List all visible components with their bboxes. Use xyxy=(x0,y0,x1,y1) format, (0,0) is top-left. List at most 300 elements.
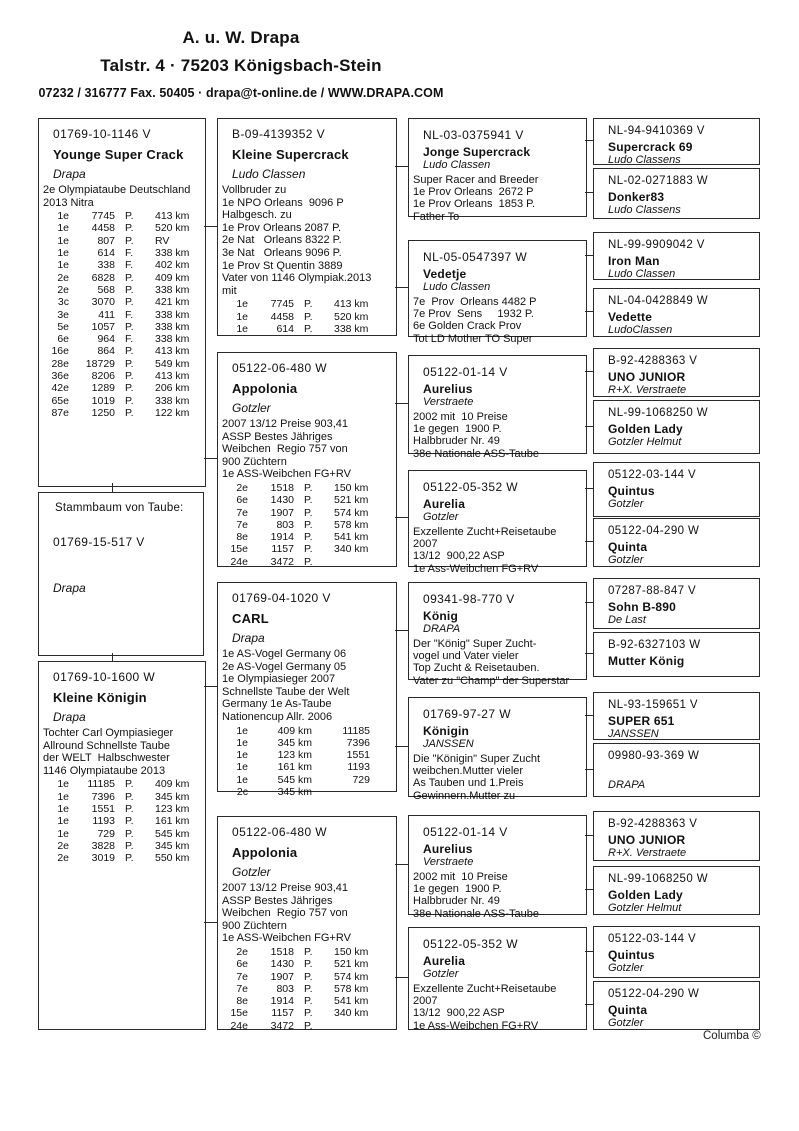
perf-cell: 1e xyxy=(57,259,69,272)
info-line: Top Zucht & Reisetauben. xyxy=(413,662,540,675)
perf-cell: 1019 xyxy=(91,394,115,407)
pedigree-box-great-grandparent xyxy=(408,815,587,920)
pigeon-name: Iron Man xyxy=(608,254,660,268)
perf-cell: 1250 xyxy=(91,406,115,419)
pedigree-box-gg-grandparent xyxy=(593,288,760,337)
performance-row xyxy=(222,946,396,958)
performance-row xyxy=(43,803,205,815)
connector-line xyxy=(395,517,408,518)
info-lines xyxy=(413,174,586,223)
perf-cell: 7745 xyxy=(91,210,115,223)
info-line: 38e Nationale ASS-Taube xyxy=(413,447,539,460)
perf-cell: 7396 xyxy=(346,736,370,749)
ring-number: 05122-06-480 W xyxy=(232,825,327,839)
info-line: 1e AS-Vogel Germany 06 xyxy=(222,648,347,660)
pigeon-name: Vedette xyxy=(608,310,653,324)
performance-row xyxy=(43,358,205,370)
performance-row xyxy=(222,298,396,310)
perf-cell: 7396 xyxy=(91,790,115,803)
letterhead xyxy=(0,28,482,100)
ring-number: 05122-01-14 V xyxy=(423,365,508,379)
ring-number: NL-04-0428849 W xyxy=(608,295,708,307)
info-line: 1e ASS-Weibchen FG+RV xyxy=(222,468,351,481)
info-lines xyxy=(413,638,586,687)
info-line: 13/12 900,22 ASP xyxy=(413,550,505,563)
pedigree-box-great-grandparent xyxy=(408,470,587,575)
info-line: 1e Prov Orleans 2672 P xyxy=(413,186,534,199)
info-line: 1e Prov St Quentin 3889 xyxy=(222,259,343,272)
connector-line xyxy=(585,255,593,256)
info-lines xyxy=(43,184,205,209)
strain-name: Verstraete xyxy=(423,856,474,868)
performance-row xyxy=(43,407,205,419)
perf-cell: 1914 xyxy=(270,995,294,1008)
perf-cell: P. xyxy=(304,298,313,311)
perf-cell: F. xyxy=(125,259,134,272)
performance-row xyxy=(222,543,396,555)
perf-cell: 807 xyxy=(97,234,115,247)
perf-cell: 521 km xyxy=(334,958,369,971)
pigeon-name: Appolonia xyxy=(232,381,298,396)
pedigree-box-gg-grandparent xyxy=(593,400,760,454)
strain-name: De Last xyxy=(608,614,646,626)
info-line: 6e Golden Crack Prov xyxy=(413,320,522,333)
pedigree-box-gg-grandparent xyxy=(593,866,760,915)
info-lines xyxy=(222,418,396,481)
connector-line xyxy=(395,166,408,167)
perf-cell: 3e xyxy=(57,308,69,321)
strain-name: Gotzler xyxy=(423,511,459,523)
performance-row xyxy=(43,815,205,827)
perf-cell: 18729 xyxy=(85,357,115,370)
perf-cell: 24e xyxy=(230,555,248,568)
info-line: As Tauben und 1.Preis xyxy=(413,777,524,790)
pedigree-box-sire xyxy=(38,118,206,487)
pigeon-name: Aurelius xyxy=(423,382,473,396)
perf-cell: 574 km xyxy=(334,970,369,983)
perf-cell: F. xyxy=(125,308,134,321)
ring-number: 01769-15-517 V xyxy=(53,535,145,549)
pigeon-name: Quintus xyxy=(608,484,655,498)
perf-cell: 1e xyxy=(57,790,69,803)
perf-cell: 1e xyxy=(57,815,69,828)
perf-cell: 413 km xyxy=(155,370,190,383)
perf-cell: 413 km xyxy=(334,298,369,311)
info-line: 1e Ass-Weibchen FG+RV xyxy=(413,562,539,575)
performance-row xyxy=(43,828,205,840)
perf-cell: 338 km xyxy=(155,308,190,321)
info-line: 1e Olympiasieger 2007 xyxy=(222,673,336,686)
perf-cell: 4458 xyxy=(270,310,294,323)
breeder-address: Talstr. 4 · 75203 Königsbach-Stein xyxy=(100,56,382,75)
ring-number: B-92-4288363 V xyxy=(608,355,698,367)
performance-row xyxy=(43,210,205,222)
perf-cell: 1430 xyxy=(270,494,294,507)
info-line: Halbbruder Nr. 49 xyxy=(413,435,500,448)
info-line: 1e NPO Orleans 9096 P xyxy=(222,196,344,209)
perf-cell: 42e xyxy=(51,382,69,395)
perf-cell: 521 km xyxy=(334,494,369,507)
performance-row xyxy=(43,247,205,259)
info-line: Exzellente Zucht+Reisetaube xyxy=(413,983,557,995)
ring-number: NL-94-9410369 V xyxy=(608,125,705,137)
connector-line xyxy=(585,889,593,890)
perf-cell: 413 km xyxy=(155,345,190,358)
pedigree-box-gg-grandparent xyxy=(593,981,760,1030)
perf-cell: 3472 xyxy=(270,555,294,568)
pigeon-name: Aurelia xyxy=(423,497,466,511)
columba-watermark: Columba © xyxy=(703,1030,761,1042)
pedigree-box-gg-grandparent xyxy=(593,692,760,740)
performance-row xyxy=(43,272,205,284)
perf-cell: P. xyxy=(125,802,134,815)
info-lines xyxy=(413,753,586,802)
perf-cell: 2c xyxy=(236,786,248,799)
performance-list xyxy=(222,725,396,799)
perf-cell: P. xyxy=(125,778,134,791)
perf-cell: 8e xyxy=(236,531,248,544)
pigeon-name: CARL xyxy=(232,611,269,626)
connector-line xyxy=(204,458,217,459)
strain-name: Gotzler xyxy=(608,1017,644,1029)
info-line: 1e Prov Orleans 1853 P. xyxy=(413,198,536,211)
performance-row xyxy=(222,749,396,761)
ring-number: 01769-10-1146 V xyxy=(53,127,151,141)
pedigree-box-gg-grandparent xyxy=(593,518,760,567)
perf-cell: P. xyxy=(125,790,134,803)
strain-name: Drapa xyxy=(53,581,86,595)
perf-cell: 36e xyxy=(51,370,69,383)
strain-name: R+X. Verstraete xyxy=(608,847,687,859)
strain-name: R+X. Verstraete xyxy=(608,384,687,396)
info-line: 2007 13/12 Preise 903,41 xyxy=(222,418,348,430)
perf-cell: 8e xyxy=(236,995,248,1008)
ring-number: 09341-98-770 V xyxy=(423,592,515,606)
connector-line xyxy=(585,426,593,427)
info-line: Germany 1e As-Taube xyxy=(222,698,332,711)
pedigree-box-grandparent xyxy=(217,118,397,336)
performance-row xyxy=(43,852,205,864)
pigeon-name: Vedetje xyxy=(423,267,467,281)
pedigree-box-great-grandparent xyxy=(408,355,587,460)
ring-number: 01769-97-27 W xyxy=(423,707,511,721)
pedigree-box-great-grandparent xyxy=(408,240,587,345)
breeder-contact: 07232 / 316777 Fax. 50405 · drapa@t-online.de / WWW.DRAPA.COM xyxy=(38,86,444,100)
perf-cell: 5e xyxy=(57,320,69,333)
performance-row xyxy=(222,983,396,995)
perf-cell: 1430 xyxy=(270,958,294,971)
perf-cell: P. xyxy=(304,494,313,507)
pigeon-name: Quinta xyxy=(608,1003,648,1017)
info-line: 2e Nat Orleans 8322 P. xyxy=(222,234,342,247)
info-line: Tochter Carl Oympiasieger xyxy=(43,727,174,739)
performance-row xyxy=(43,296,205,308)
perf-cell: 421 km xyxy=(155,296,190,309)
perf-cell: 1193 xyxy=(92,815,115,828)
connector-line xyxy=(585,1004,593,1005)
info-line: 2013 Nitra xyxy=(43,196,94,209)
perf-cell: 2e xyxy=(57,839,69,852)
pigeon-name: Golden Lady xyxy=(608,888,683,902)
pedigree-box-subject xyxy=(38,492,204,656)
pigeon-name: Supercrack 69 xyxy=(608,140,693,154)
performance-row xyxy=(222,507,396,519)
pigeon-name: UNO JUNIOR xyxy=(608,370,686,384)
strain-name: DRAPA xyxy=(423,623,461,635)
perf-cell: 2e xyxy=(236,481,248,494)
perf-cell: P. xyxy=(125,394,134,407)
ring-number: 01769-04-1020 V xyxy=(232,591,331,605)
performance-row xyxy=(43,333,205,345)
performance-row xyxy=(43,382,205,394)
perf-cell: 729 xyxy=(97,827,115,840)
ring-number: 05122-01-14 V xyxy=(423,825,508,839)
perf-cell: 123 km xyxy=(277,749,312,762)
perf-cell: 541 km xyxy=(334,995,369,1008)
perf-cell: 15e xyxy=(230,543,248,556)
perf-cell: 338 km xyxy=(155,283,190,296)
performance-row xyxy=(222,786,396,798)
perf-cell: 574 km xyxy=(334,506,369,519)
pigeon-name: Mutter König xyxy=(608,654,685,668)
info-line: 1146 Olympiataube 2013 xyxy=(43,764,166,777)
info-line: 3e Nat Orleans 9096 P. xyxy=(222,246,342,259)
perf-cell: 520 km xyxy=(334,310,369,323)
perf-cell: 3070 xyxy=(91,296,115,309)
perf-cell: 1e xyxy=(236,749,248,762)
perf-cell: 28e xyxy=(51,357,69,370)
perf-cell: 150 km xyxy=(334,945,369,958)
perf-cell: 614 xyxy=(276,322,294,335)
perf-cell: P. xyxy=(125,370,134,383)
info-line: Father To xyxy=(413,210,460,223)
pedigree-box-gg-grandparent xyxy=(593,168,760,219)
perf-cell: 1e xyxy=(236,310,248,323)
perf-cell: 11185 xyxy=(342,724,370,737)
performance-row xyxy=(222,725,396,737)
perf-cell: 541 km xyxy=(334,531,369,544)
perf-cell: P. xyxy=(125,827,134,840)
perf-cell: P. xyxy=(125,382,134,395)
perf-cell: 1e xyxy=(57,222,69,235)
info-line: 2e AS-Vogel Germany 05 xyxy=(222,660,347,673)
perf-cell: 24e xyxy=(230,1019,248,1032)
perf-cell: 402 km xyxy=(155,259,190,272)
connector-line xyxy=(395,864,408,865)
info-line: 900 Züchtern xyxy=(222,455,287,468)
strain-name: DRAPA xyxy=(608,779,646,791)
connector-line xyxy=(585,835,593,836)
info-lines xyxy=(413,411,586,460)
info-line: der WELT Halbschwester xyxy=(43,752,170,765)
perf-cell: P. xyxy=(125,210,134,223)
pedigree-box-grandparent xyxy=(217,352,397,567)
strain-name: Verstraete xyxy=(423,396,474,408)
pedigree-box-great-grandparent xyxy=(408,697,587,802)
info-line: Vater zu "Champ" der Superstar xyxy=(413,674,570,687)
perf-cell: 65e xyxy=(51,394,69,407)
ring-number: B-92-6327103 W xyxy=(608,639,701,651)
ring-number: NL-99-1068250 W xyxy=(608,407,708,419)
perf-cell: 87e xyxy=(51,406,69,419)
perf-cell: P. xyxy=(304,995,313,1008)
connector-line xyxy=(585,653,593,654)
ring-number: NL-02-0271883 W xyxy=(608,175,708,187)
perf-cell: 4458 xyxy=(91,222,115,235)
performance-row xyxy=(43,321,205,333)
ring-number: NL-93-159651 V xyxy=(608,699,698,711)
perf-cell: 7e xyxy=(236,982,248,995)
performance-row xyxy=(222,971,396,983)
pedigree-box-gg-grandparent xyxy=(593,632,760,677)
perf-cell: F. xyxy=(125,247,134,260)
perf-cell: P. xyxy=(304,970,313,983)
ring-number: 05122-03-144 V xyxy=(608,469,697,481)
perf-cell: 16e xyxy=(51,345,69,358)
info-line: Tot LD Mother TO Super xyxy=(413,332,533,345)
info-line: 1e gegen 1900 P. xyxy=(413,883,502,896)
perf-cell: P. xyxy=(304,982,313,995)
ring-number: 05122-05-352 W xyxy=(423,937,518,951)
connector-line xyxy=(395,403,408,404)
info-line: 2e Olympiataube Deutschland xyxy=(43,184,191,196)
info-line: Der "König" Super Zucht- xyxy=(413,638,537,650)
connector-line xyxy=(585,769,593,770)
strain-name: Gotzler xyxy=(608,498,644,510)
ring-number: 05122-04-290 W xyxy=(608,525,700,537)
connector-line xyxy=(395,630,408,631)
pigeon-name: Donker83 xyxy=(608,190,665,204)
perf-cell: 1551 xyxy=(91,802,115,815)
info-line: 13/12 900,22 ASP xyxy=(413,1007,505,1020)
info-line: Gewinnern.Mutter zu xyxy=(413,789,516,802)
ring-number: B-92-4288363 V xyxy=(608,818,698,830)
perf-cell: 578 km xyxy=(334,518,369,531)
perf-cell: 1157 xyxy=(271,543,294,556)
strain-name: Drapa xyxy=(53,167,86,181)
perf-cell: P. xyxy=(304,518,313,531)
ring-number: NL-99-9909042 V xyxy=(608,239,705,251)
perf-cell: RV xyxy=(155,234,170,247)
strain-name: Gotzler xyxy=(232,865,271,879)
breeder-name: A. u. W. Drapa xyxy=(182,28,300,47)
connector-line xyxy=(204,686,217,687)
perf-cell: P. xyxy=(125,345,134,358)
pigeon-name: Kleine Supercrack xyxy=(232,147,349,162)
info-line: 38e Nationale ASS-Taube xyxy=(413,907,539,920)
perf-cell: 1e xyxy=(236,322,248,335)
perf-cell: P. xyxy=(304,506,313,519)
performance-row xyxy=(222,995,396,1007)
performance-row xyxy=(222,311,396,323)
pedigree-box-great-grandparent xyxy=(408,927,587,1030)
perf-cell: 338 km xyxy=(334,322,369,335)
performance-row xyxy=(43,309,205,321)
performance-list xyxy=(222,946,396,1032)
performance-row xyxy=(222,1020,396,1032)
perf-cell: 520 km xyxy=(155,222,190,235)
perf-cell: P. xyxy=(125,357,134,370)
info-line: 2007 13/12 Preise 903,41 xyxy=(222,882,348,894)
performance-row xyxy=(43,235,205,247)
perf-cell: 1914 xyxy=(270,531,294,544)
performance-row xyxy=(43,370,205,382)
pedigree-box-grandparent xyxy=(217,582,397,799)
perf-cell: 1e xyxy=(236,736,248,749)
info-line: Super Racer and Breeder xyxy=(413,174,539,186)
connector-line xyxy=(395,746,408,747)
strain-name: LudoClassen xyxy=(608,324,673,336)
info-line: ASSP Bestes Jähriges xyxy=(222,430,333,443)
connector-line xyxy=(585,488,593,489)
perf-cell: 1157 xyxy=(271,1007,294,1020)
connector-line xyxy=(585,371,593,372)
pigeon-name: Appolonia xyxy=(232,845,298,860)
perf-cell: P. xyxy=(125,234,134,247)
connector-line xyxy=(204,226,217,227)
pedigree-box-gg-grandparent xyxy=(593,232,760,280)
performance-list xyxy=(222,482,396,568)
info-line: weibchen.Mutter vieler xyxy=(413,765,524,778)
info-line: Halbbruder Nr. 49 xyxy=(413,895,500,908)
perf-cell: 409 km xyxy=(277,724,312,737)
connector-line xyxy=(585,602,593,603)
perf-cell: P. xyxy=(304,945,313,958)
performance-row xyxy=(222,774,396,786)
perf-cell: 161 km xyxy=(277,761,312,774)
perf-cell: 1289 xyxy=(91,382,115,395)
info-lines xyxy=(413,871,586,920)
perf-cell: 123 km xyxy=(155,802,190,815)
ring-number: B-09-4139352 V xyxy=(232,127,325,141)
performance-row xyxy=(43,395,205,407)
perf-cell: 409 km xyxy=(155,778,190,791)
info-line: 2002 mit 10 Preise xyxy=(413,871,508,883)
perf-cell: 2e xyxy=(236,945,248,958)
performance-list xyxy=(43,210,205,419)
pigeon-name: Golden Lady xyxy=(608,422,683,436)
pedigree-box-gg-grandparent xyxy=(593,348,760,397)
perf-cell: P. xyxy=(125,815,134,828)
pedigree-box-great-grandparent xyxy=(408,118,587,223)
perf-cell: 150 km xyxy=(334,481,369,494)
ring-number: NL-99-1068250 W xyxy=(608,873,708,885)
perf-cell: 11185 xyxy=(87,778,115,791)
perf-cell: 1551 xyxy=(346,749,370,762)
performance-row xyxy=(222,323,396,335)
perf-cell: 1e xyxy=(236,298,248,311)
perf-cell: 338 km xyxy=(155,320,190,333)
perf-cell: P. xyxy=(304,958,313,971)
strain-name: Drapa xyxy=(232,631,265,645)
info-line: Die "Königin" Super Zucht xyxy=(413,753,541,765)
info-line: Vollbruder zu xyxy=(222,184,287,196)
perf-cell: 550 km xyxy=(155,852,190,865)
info-line: Exzellente Zucht+Reisetaube xyxy=(413,526,557,538)
strain-name: Gotzler Helmut xyxy=(608,902,682,914)
info-line: 900 Züchtern xyxy=(222,919,287,932)
perf-cell: 1518 xyxy=(270,945,294,958)
perf-cell: 345 km xyxy=(277,786,312,799)
perf-cell: 568 xyxy=(97,283,115,296)
performance-row xyxy=(222,556,396,568)
strain-name: Gotzler xyxy=(608,962,644,974)
info-lines xyxy=(222,882,396,945)
info-line: Weibchen Regio 757 von xyxy=(222,443,348,456)
perf-cell: 1e xyxy=(57,247,69,260)
perf-cell: 1057 xyxy=(91,320,115,333)
perf-cell: P. xyxy=(304,322,313,335)
